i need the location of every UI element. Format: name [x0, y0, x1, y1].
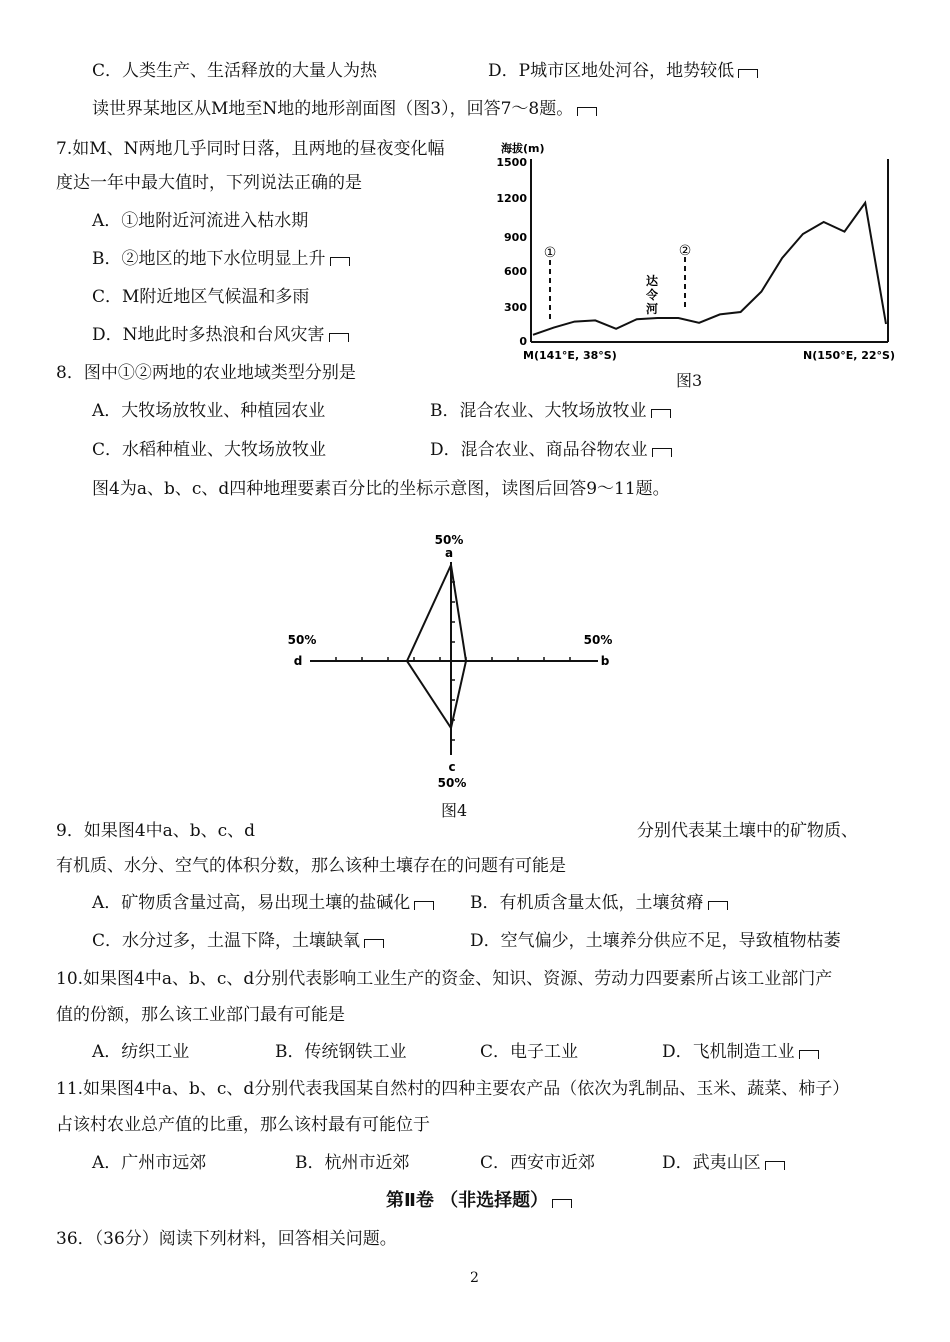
q10-stem-1: 10.如果图4中a、b、c、d分别代表影响工业生产的资金、知识、资源、劳动力四要素所占该工业部门产 [56, 969, 833, 989]
fig3-ylabel: 海拔(m) [501, 142, 545, 155]
fig4-d-percent: 50% [287, 633, 317, 647]
fig3-terrain-line [533, 203, 886, 335]
fig3-mark1-label: ① [543, 245, 557, 261]
section-heading: 第Ⅱ卷 （非选择题） [386, 1190, 572, 1212]
paragraph-mark-icon [708, 901, 728, 910]
fig4-a-percent: 50% [434, 533, 464, 547]
paragraph-mark-icon [799, 1050, 819, 1059]
fig3-ytick: 300 [504, 301, 527, 314]
fig4-b-percent: 50% [583, 633, 613, 647]
q11-option-a: A．广州市远郊 [92, 1153, 207, 1173]
paragraph-mark-icon [577, 107, 597, 116]
fig4-c-label: c [448, 760, 456, 774]
q9-option-d: D．空气偏少，土壤养分供应不足，导致植物枯萎 [470, 931, 841, 951]
figure-4-caption: 图4 [441, 801, 468, 820]
fig3-m-label: M(141°E, 38°S) [523, 349, 617, 362]
fig4-quadrilateral [407, 565, 466, 728]
q11-stem-2: 占该村农业总产值的比重，那么该村最有可能位于 [56, 1115, 430, 1135]
q8-option-c: C．水稻种植业、大牧场放牧业 [92, 440, 327, 460]
fig4-b-label: b [600, 654, 610, 668]
q10-option-a: A．纺织工业 [92, 1042, 190, 1062]
fig3-ytick: 600 [504, 265, 527, 278]
q7-option-d: D．N地此时多热浪和台风灾害 [92, 324, 349, 346]
fig4-intro: 图4为a、b、c、d四种地理要素百分比的坐标示意图，读图后回答9～11题。 [92, 479, 670, 499]
q11-option-d: D．武夷山区 [662, 1152, 785, 1174]
paragraph-mark-icon [652, 448, 672, 457]
q8-option-a: A．大牧场放牧业、种植园农业 [92, 401, 326, 421]
paragraph-mark-icon [651, 409, 671, 418]
q9-stem-1b: 分别代表某土壤中的矿物质、 [637, 821, 858, 841]
fig4-a-label: a [444, 546, 454, 560]
fig3-ytick: 1200 [496, 192, 527, 205]
fig3-mark2-label: ② [678, 243, 692, 259]
q11-option-b: B．杭州市近郊 [295, 1153, 410, 1173]
paragraph-mark-icon [414, 901, 434, 910]
paragraph-mark-icon [552, 1199, 572, 1208]
fig3-river-label: 令 [645, 288, 659, 302]
paragraph-mark-icon [738, 69, 758, 78]
q10-option-d: D．飞机制造工业 [662, 1041, 819, 1063]
paragraph-mark-icon [364, 939, 384, 948]
q9-stem-2: 有机质、水分、空气的体积分数，那么该种土壤存在的问题有可能是 [56, 856, 566, 876]
q9-stem-1: 9．如果图4中a、b、c、d [56, 821, 256, 841]
fig3-river-label: 河 [645, 302, 659, 316]
q9-option-a: A．矿物质含量过高，易出现土壤的盐碱化 [92, 892, 434, 914]
paragraph-mark-icon [765, 1161, 785, 1170]
q10-option-b: B．传统钢铁工业 [275, 1042, 407, 1062]
q9-option-c: C．水分过多，土温下降，土壤缺氧 [92, 930, 384, 952]
paragraph-mark-icon [330, 257, 350, 266]
fig3-ytick: 900 [504, 231, 527, 244]
q8-option-d: D．混合农业、商品谷物农业 [430, 439, 672, 461]
fig3-river-label: 达 [645, 274, 659, 288]
fig3-n-label: N(150°E, 22°S) [803, 349, 895, 362]
fig3-intro: 读世界某地区从M地至N地的地形剖面图（图3），回答7～8题。 [92, 98, 597, 120]
q11-stem-1: 11.如果图4中a、b、c、d分别代表我国某自然村的四种主要农产品（依次为乳制品、玉米、蔬菜、柿子） [56, 1079, 850, 1099]
figure-3-caption: 图3 [676, 371, 703, 390]
paragraph-mark-icon [329, 333, 349, 342]
q7-option-b: B．②地区的地下水位明显上升 [92, 248, 350, 270]
q9-option-b: B．有机质含量太低，土壤贫瘠 [470, 892, 728, 914]
q7-stem-2: 度达一年中最大值时，下列说法正确的是 [56, 173, 362, 193]
figure-4-radar-diagram [280, 528, 620, 793]
fig4-d-label: d [293, 654, 303, 668]
q11-option-c: C．西安市近郊 [480, 1153, 596, 1173]
q8-stem: 8．图中①②两地的农业地域类型分别是 [56, 363, 356, 383]
q7-option-a: A．①地附近河流进入枯水期 [92, 211, 309, 231]
q10-option-c: C．电子工业 [480, 1042, 579, 1062]
fig4-c-percent: 50% [437, 776, 467, 790]
q36-stem: 36．（36分）阅读下列材料，回答相关问题。 [56, 1229, 397, 1249]
page-number: 2 [470, 1270, 479, 1286]
fig3-ytick: 1500 [496, 156, 527, 169]
figure-3-profile-chart [495, 135, 905, 370]
q10-stem-2: 值的份额，那么该工业部门最有可能是 [56, 1005, 345, 1025]
fig3-ytick: 0 [519, 335, 527, 348]
q6-option-c: C．人类生产、生活释放的大量人为热 [92, 61, 378, 81]
q7-stem-1: 7.如M、N两地几乎同时日落，且两地的昼夜变化幅 [56, 139, 445, 159]
q6-option-d: D．P城市区地处河谷，地势较低 [488, 60, 758, 82]
q8-option-b: B．混合农业、大牧场放牧业 [430, 400, 671, 422]
q7-option-c: C．M附近地区气候温和多雨 [92, 287, 310, 307]
